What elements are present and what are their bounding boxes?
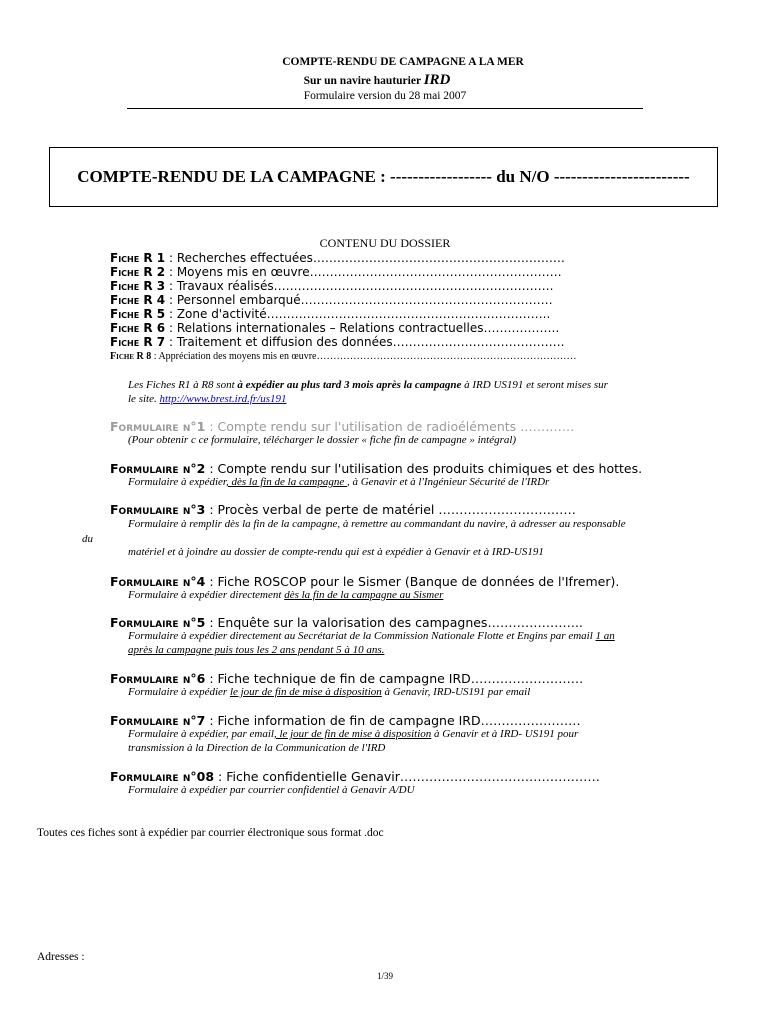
formulaire-5-note xyxy=(128,629,718,657)
fiches-note xyxy=(128,378,728,406)
formulaire-3-note-line1: Formulaire à remplir dès la fin de la campagne, à remettre au commandant du navire, à adresser au responsable xyxy=(128,518,626,530)
formulaire-label: Formulaire n°3 xyxy=(110,502,206,517)
formulaire-4-note xyxy=(128,588,728,602)
toc-item-r2 xyxy=(110,265,610,279)
doc-header-title: COMPTE-RENDU DE CAMPAGNE A LA MER xyxy=(282,56,524,68)
toc-item-r4 xyxy=(110,293,610,307)
fiches-deadline: à expédier au plus tard 3 mois après la campagne xyxy=(237,379,462,391)
toc-item-r7 xyxy=(110,335,610,349)
note-text: Formulaire à expédier xyxy=(128,476,226,488)
doc-header-subtitle xyxy=(0,72,754,89)
note-emphasis: , dès la fin de la campagne xyxy=(225,476,347,488)
formulaire-title: : Fiche ROSCOP pour le Sismer (Banque de données de l'Ifremer). xyxy=(205,574,620,589)
note-text: Formulaire à expédier, par email xyxy=(128,728,274,740)
us191-link[interactable]: http://www.brest.ird.fr/us191 xyxy=(159,393,287,405)
header-divider xyxy=(127,108,643,109)
note-text: Formulaire à expédier directement au Secrétariat de la Commission Nationale Flotte et Engins par email xyxy=(128,630,596,642)
note-emphasis: 1 an xyxy=(595,630,615,642)
toc-text: : Travaux réalisés……………………………………………………………. xyxy=(165,279,554,293)
note-text-2: à Genavir, IRD-US191 par email xyxy=(381,686,531,698)
formulaire-title: : Fiche technique de fin de campagne IRD……………………… xyxy=(205,671,584,686)
fiches-note-text-3: le site. xyxy=(128,393,160,405)
formulaire-label: Formulaire n°2 xyxy=(110,461,206,476)
campaign-title: COMPTE-RENDU DE LA CAMPAGNE : ------------------ du N/O ------------------------ xyxy=(77,167,690,186)
note-text: Formulaire à expédier xyxy=(128,686,230,698)
formulaire-8-heading xyxy=(110,769,730,784)
toc-text: : Personnel embarqué……………………………………………………… xyxy=(165,293,553,307)
formulaire-title: : Compte rendu sur l'utilisation des produits chimiques et des hottes. xyxy=(205,461,643,476)
note-emphasis-2: après la campagne puis tous les 2 ans pendant 5 à 10 ans. xyxy=(128,644,385,656)
formulaire-title: : Compte rendu sur l'utilisation de radioéléments …………. xyxy=(205,419,575,434)
formulaire-title: : Fiche confidentielle Genavir………………………………………… xyxy=(214,769,600,784)
formulaire-6-heading xyxy=(110,671,730,686)
toc-item-r6 xyxy=(110,321,610,335)
toc-text: : Moyens mis en œuvre……………………………………………………… xyxy=(165,265,562,279)
formulaire-title: : Procès verbal de perte de matériel …………………………… xyxy=(205,502,576,517)
fiches-note-text: Les Fiches R1 à R8 sont xyxy=(128,379,238,391)
toc-label: Fiche R 1 xyxy=(110,251,166,265)
ird-brand: IRD xyxy=(423,72,451,88)
toc-item-r3 xyxy=(110,279,610,293)
fiches-note-text-2: à IRD US191 et seront mises sur xyxy=(461,379,608,391)
toc-text: : Zone d'activité…………………………………………………………….. xyxy=(165,307,551,321)
email-format-note: Toutes ces fiches sont à expédier par courrier électronique sous format .doc xyxy=(37,827,384,839)
formulaire-8-note: Formulaire à expédier par courrier confidentiel à Genavir A/DU xyxy=(128,784,415,796)
toc-label: Fiche R 6 xyxy=(110,321,166,335)
toc-text: : Appréciation des moyens mis en œuvre…………………………………………………………………… xyxy=(151,351,577,362)
note-text-3: transmission à la Direction de la Communication de l'IRD xyxy=(128,742,386,754)
formulaire-1-note: (Pour obtenir c ce formulaire, télécharger le dossier « fiche fin de campagne » intégral) xyxy=(128,434,517,446)
formulaire-label: Formulaire n°6 xyxy=(110,671,206,686)
subtitle-text: Sur un navire hauturier xyxy=(303,75,424,87)
toc-label: Fiche R 7 xyxy=(110,335,166,349)
formulaire-label: Formulaire n°4 xyxy=(110,574,206,589)
formulaire-title: : Fiche information de fin de campagne IRD…………………… xyxy=(205,713,581,728)
doc-header-version: Formulaire version du 28 mai 2007 xyxy=(303,90,467,102)
toc-label: Fiche R 3 xyxy=(110,279,166,293)
note-emphasis: , le jour de fin de mise à disposition xyxy=(273,728,432,740)
note-emphasis: dès la fin de la campagne au Sismer xyxy=(284,589,444,601)
formulaire-2-note xyxy=(128,475,728,489)
formulaire-6-note xyxy=(128,685,728,699)
toc-item-r5 xyxy=(110,307,610,321)
toc-label: Fiche R 4 xyxy=(110,293,166,307)
toc-item-r8 xyxy=(110,350,610,364)
formulaire-3-note-du: du xyxy=(82,533,93,545)
toc-text: : Recherches effectuées……………………………………………………… xyxy=(165,251,565,265)
formulaire-3-heading xyxy=(110,502,730,517)
formulaire-3-note-line2: matériel et à joindre au dossier de compte-rendu qui est à expédier à Genavir et à IRD-US191 xyxy=(128,546,544,558)
toc-text: : Traitement et diffusion des données……………………………………. xyxy=(165,335,565,349)
formulaire-2-heading xyxy=(110,461,730,476)
note-text-2: , à Genavir et à l'Ingénieur Sécurité de l'IRDr xyxy=(346,476,550,488)
formulaire-label: Formulaire n°7 xyxy=(110,713,206,728)
toc-item-r1 xyxy=(110,251,610,265)
adresses-label: Adresses : xyxy=(37,951,85,963)
toc-text: : Relations internationales – Relations contractuelles………………. xyxy=(165,321,560,335)
toc-label: Fiche R 8 xyxy=(110,351,152,362)
formulaire-label: Formulaire n°1 xyxy=(110,419,206,434)
page-number: 1/39 xyxy=(376,971,393,981)
note-emphasis: le jour de fin de mise à disposition xyxy=(229,686,382,698)
formulaire-1-heading xyxy=(110,419,730,434)
toc-label: Fiche R 5 xyxy=(110,307,166,321)
toc-label: Fiche R 2 xyxy=(110,265,166,279)
formulaire-label: Formulaire n°5 xyxy=(110,615,206,630)
note-text-2: à Genavir et à IRD- US191 pour xyxy=(431,728,579,740)
campaign-title-box xyxy=(49,147,718,207)
formulaire-5-heading xyxy=(110,615,730,630)
note-text: Formulaire à expédier directement xyxy=(128,589,285,601)
formulaire-7-note xyxy=(128,727,728,755)
formulaire-7-heading xyxy=(110,713,730,728)
formulaire-4-heading xyxy=(110,574,730,589)
contents-title: CONTENU DU DOSSIER xyxy=(319,236,451,250)
formulaire-label: Formulaire n°08 xyxy=(110,769,215,784)
formulaire-title: : Enquête sur la valorisation des campagnes………………….. xyxy=(205,615,583,630)
